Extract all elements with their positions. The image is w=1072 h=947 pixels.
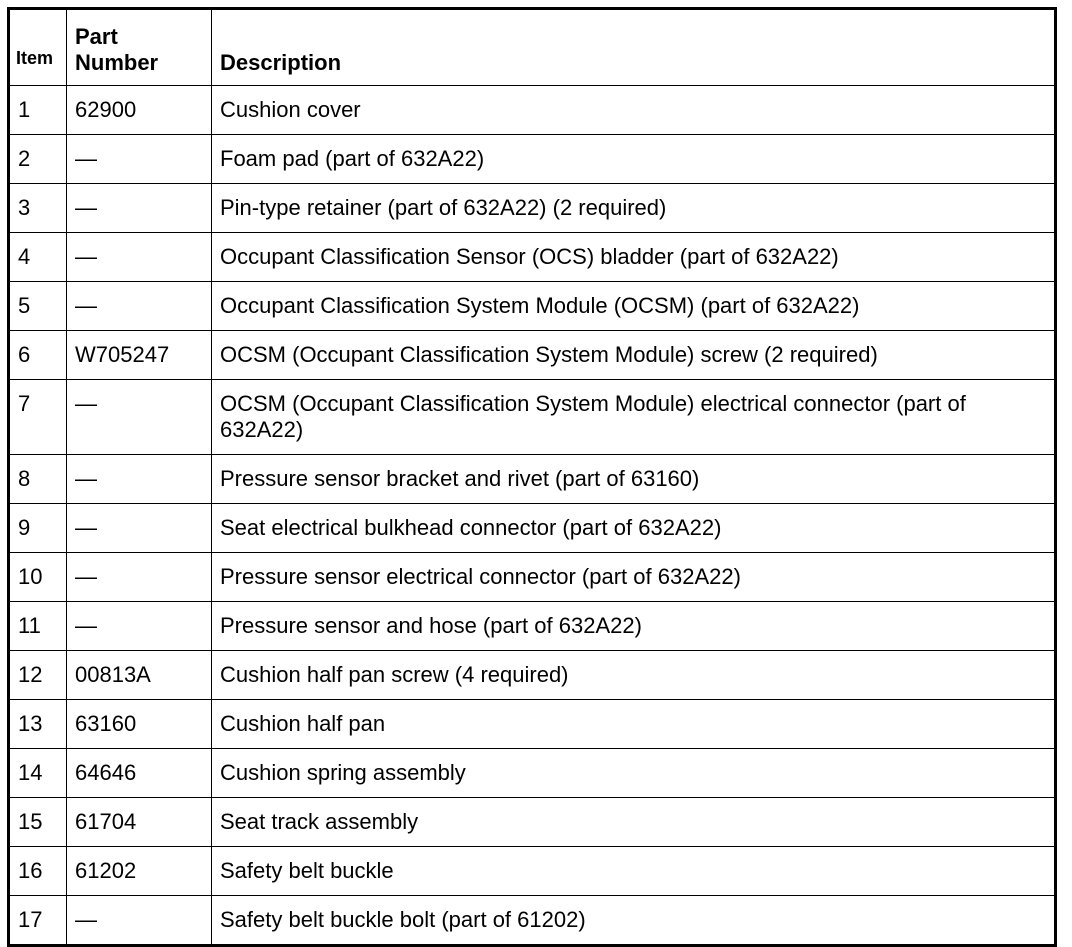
part-number-cell: W705247 <box>67 331 212 380</box>
table-row <box>9 847 1056 896</box>
table-row <box>9 331 1056 380</box>
part-number-cell: 62900 <box>67 86 212 135</box>
table-row <box>9 651 1056 700</box>
item-cell: 16 <box>9 847 67 896</box>
item-cell: 2 <box>9 135 67 184</box>
item-cell: 5 <box>9 282 67 331</box>
table-row <box>9 896 1056 946</box>
item-cell: 12 <box>9 651 67 700</box>
description-cell: Occupant Classification Sensor (OCS) bladder (part of 632A22) <box>212 233 1056 282</box>
table-row <box>9 553 1056 602</box>
description-cell: Occupant Classification System Module (OCSM) (part of 632A22) <box>212 282 1056 331</box>
item-cell: 3 <box>9 184 67 233</box>
parts-table <box>7 7 1057 947</box>
description-cell: Cushion spring assembly <box>212 749 1056 798</box>
description-cell: Pressure sensor bracket and rivet (part of 63160) <box>212 455 1056 504</box>
table-row <box>9 749 1056 798</box>
description-cell: OCSM (Occupant Classification System Module) electrical connector (part of 632A22) <box>212 380 1056 455</box>
description-cell: Safety belt buckle bolt (part of 61202) <box>212 896 1056 946</box>
header-part-number: Part Number <box>67 9 212 86</box>
table-row <box>9 233 1056 282</box>
header-description: Description <box>212 9 1056 86</box>
part-number-cell: — <box>67 135 212 184</box>
description-cell: Cushion half pan screw (4 required) <box>212 651 1056 700</box>
header-item: Item <box>9 9 67 86</box>
part-number-cell: 00813A <box>67 651 212 700</box>
part-number-cell: — <box>67 233 212 282</box>
description-cell: Pressure sensor and hose (part of 632A22) <box>212 602 1056 651</box>
item-cell: 10 <box>9 553 67 602</box>
table-row <box>9 282 1056 331</box>
table-row <box>9 455 1056 504</box>
description-cell: Cushion half pan <box>212 700 1056 749</box>
item-cell: 8 <box>9 455 67 504</box>
item-cell: 15 <box>9 798 67 847</box>
part-number-cell: — <box>67 380 212 455</box>
description-cell: Pin-type retainer (part of 632A22) (2 required) <box>212 184 1056 233</box>
item-cell: 17 <box>9 896 67 946</box>
description-cell: Seat electrical bulkhead connector (part of 632A22) <box>212 504 1056 553</box>
table-row <box>9 700 1056 749</box>
part-number-cell: — <box>67 282 212 331</box>
table-row <box>9 504 1056 553</box>
table-row <box>9 380 1056 455</box>
part-number-cell: — <box>67 455 212 504</box>
part-number-cell: — <box>67 184 212 233</box>
part-number-cell: — <box>67 602 212 651</box>
part-number-cell: 61202 <box>67 847 212 896</box>
part-number-cell: 64646 <box>67 749 212 798</box>
item-cell: 7 <box>9 380 67 455</box>
description-cell: OCSM (Occupant Classification System Module) screw (2 required) <box>212 331 1056 380</box>
description-cell: Cushion cover <box>212 86 1056 135</box>
item-cell: 9 <box>9 504 67 553</box>
item-cell: 11 <box>9 602 67 651</box>
description-cell: Safety belt buckle <box>212 847 1056 896</box>
item-cell: 6 <box>9 331 67 380</box>
item-cell: 4 <box>9 233 67 282</box>
part-number-cell: — <box>67 896 212 946</box>
table-row <box>9 135 1056 184</box>
part-number-cell: — <box>67 553 212 602</box>
part-number-cell: 63160 <box>67 700 212 749</box>
item-cell: 13 <box>9 700 67 749</box>
table-row <box>9 184 1056 233</box>
header-row <box>9 9 1056 86</box>
table-row <box>9 602 1056 651</box>
description-cell: Foam pad (part of 632A22) <box>212 135 1056 184</box>
description-cell: Seat track assembly <box>212 798 1056 847</box>
item-cell: 1 <box>9 86 67 135</box>
item-cell: 14 <box>9 749 67 798</box>
table-row <box>9 798 1056 847</box>
part-number-cell: 61704 <box>67 798 212 847</box>
part-number-cell: — <box>67 504 212 553</box>
description-cell: Pressure sensor electrical connector (part of 632A22) <box>212 553 1056 602</box>
table-row <box>9 86 1056 135</box>
